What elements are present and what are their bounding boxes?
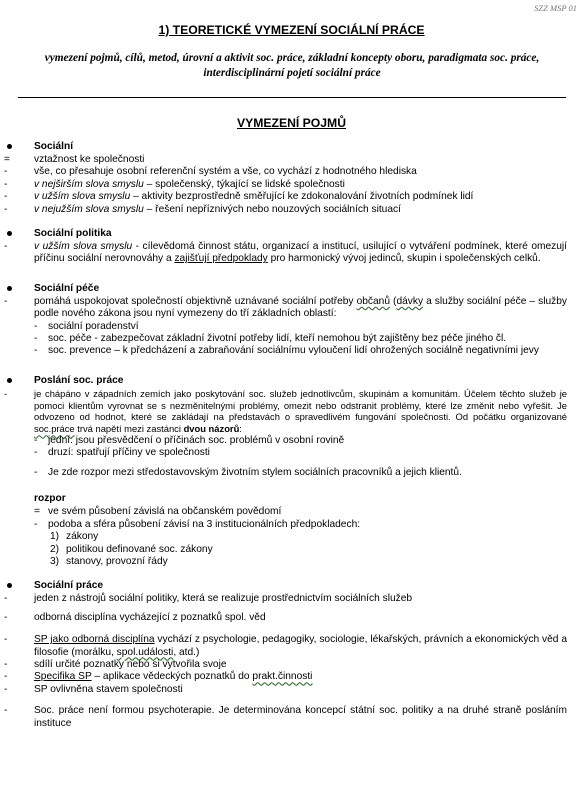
numbered-item: 2) politikou definované soc. zákony <box>50 543 213 555</box>
dash-marker: - <box>4 671 8 683</box>
section-heading <box>0 580 583 593</box>
heading-text: rozpor <box>34 493 66 505</box>
heading-text: Sociální péče <box>34 282 100 294</box>
sub-item: = ve svém působení závislá na občanském povědomí <box>34 506 282 518</box>
section-socialni-prace <box>0 580 583 730</box>
dash-marker: - <box>34 447 38 459</box>
list-item: - SP jako odborná disciplína vychází z psychologie, pedagogiky, sociologie, lékařských, právních a ekonomických věd a filosofie (morálku, spol.události, atd.) <box>4 634 567 658</box>
equals-marker: = <box>34 506 40 518</box>
list-item: - SP ovlivněna stavem společnosti <box>4 683 183 695</box>
sub-item: - jední: jsou přesvědčení o příčinách soc. problémů v osobní rovině <box>34 435 345 447</box>
sub-item: - druzí: spatřují příčiny ve společnosti <box>34 447 210 459</box>
dash-marker: - <box>34 435 38 447</box>
bullet-icon <box>7 378 12 383</box>
subtitle: vymezení pojmů, cílů, metod, úrovní a aktivit soc. práce, základní koncepty oboru, paradigmata soc. práce, interdisciplinární pojetí sociální práce <box>44 52 540 79</box>
heading-text: Poslání soc. práce <box>34 374 124 386</box>
section-heading <box>0 228 583 241</box>
section-heading <box>0 493 583 506</box>
list-item: - vše, co přesahuje osobní referenční systém a vše, co vychází z hodnotného hlediska <box>4 166 417 178</box>
dash-marker: - <box>4 387 8 399</box>
dash-marker: - <box>34 333 38 345</box>
list-item: - v užším slova smyslu – aktivity bezprostředně směřující ke zdokonalování životních podmínek lidí <box>4 191 474 203</box>
bullet-icon <box>7 231 12 236</box>
section-socialni <box>0 141 583 216</box>
list-item: - v nejširším slova smyslu – společenský, týkající se lidské společnosti <box>4 178 345 190</box>
numbered-item: 1) zákony <box>50 531 99 543</box>
dash-marker: - <box>4 295 8 307</box>
dash-marker: - <box>4 658 8 670</box>
document-body <box>0 141 583 730</box>
list-item: - odborná disciplína vycházející z poznatků spol. věd <box>4 611 266 623</box>
dash-marker: - <box>34 320 38 332</box>
list-item: - Soc. práce není formou psychoterapie. Je determinována koncepcí státní soc. politiky a na druhé straně posláním instituce <box>4 705 567 729</box>
section-title: VYMEZENÍ POJMŮ <box>236 116 347 130</box>
section-heading <box>0 141 583 154</box>
dash-marker: - <box>4 634 8 646</box>
equals-marker: = <box>4 154 10 165</box>
list-item: - je chápáno v západních zemích jako poskytování soc. služeb jednotlivcům, skupinám a komunitám. Účelem těchto služeb je pomoci klientům vyrovnat se s nezměnitelnými problémy, omezit nebo odstranit problémy, které lze změnit nebo vyřešit. Je odvozeno od hodnot, které se zakládají na představách o spravedlivém fungování společnosti. Od počátku organizované soc.práce trvá napětí mezi zastánci dvou názorů: <box>4 387 567 435</box>
list-item: - v užším slova smyslu - cílevědomá činnost státu, organizací a institucí, usilující o vytváření podmínek, které omezují příčinu sociální nerovnováhy a zajišťují předpoklady pro harmonický vývoj jedinců, skupin i společenských celků. <box>4 241 568 265</box>
list-item: - Specifika SP – aplikace vědeckých poznatků do prakt.činnosti <box>4 671 313 683</box>
list-item: - jeden z nástrojů sociální politiky, která se realizuje prostřednictvím sociálních služeb <box>4 593 413 605</box>
sub-item: - podoba a sféra působení závisí na 3 institucionálních předpokladech: <box>34 518 361 530</box>
sub-item: - soc. prevence – k předcházení a zabraňování sociálnímu vyloučení lidí ohrožených sociálně negativními jevy <box>34 345 539 357</box>
sub-item: - sociální poradenství <box>34 320 139 332</box>
dash-marker: - <box>4 191 8 203</box>
sub-item: - soc. péče - zabezpečovat základní životní potřeby lidí, kteří nemohou být zajištěny bez péče jiného čl. <box>34 333 507 345</box>
dash-marker: - <box>4 705 8 717</box>
dash-marker: - <box>4 166 8 178</box>
bullet-icon <box>7 286 12 291</box>
section-rozpor <box>0 493 583 568</box>
section-poslani <box>0 375 583 479</box>
dash-marker: - <box>4 683 8 695</box>
list-item: - pomáhá uspokojovat společností objektivně uznávané sociální potřeby občanů (dávky a služby sociální péče – služby podle nového zákona jsou nyní vymezeny do tří základních oblastí: <box>4 295 567 320</box>
dash-marker: - <box>4 241 8 253</box>
dash-marker: - <box>4 611 8 623</box>
bullet-icon <box>7 144 12 149</box>
heading-text: Sociální <box>34 141 74 152</box>
section-socialni-pece <box>0 283 583 358</box>
heading-text: Sociální práce <box>34 580 104 592</box>
numbered-item: 3) stanovy, provozní řády <box>50 555 168 567</box>
section-socialni-politika <box>0 228 583 266</box>
dash-marker: - <box>4 593 8 605</box>
dash-marker: - <box>4 178 8 190</box>
section-heading <box>0 375 583 388</box>
main-title: 1) TEORETICKÉ VYMEZENÍ SOCIÁLNÍ PRÁCE <box>158 23 425 37</box>
section-heading <box>0 283 583 296</box>
dash-marker: - <box>34 518 38 530</box>
list-item: - sdílí určité poznatky nebo si vytvořila svoje <box>4 658 227 670</box>
heading-text: Sociální politika <box>34 228 112 240</box>
dash-marker: - <box>34 466 38 478</box>
horizontal-divider <box>18 97 566 98</box>
list-item: - v nejužším slova smyslu – řešení nepříznivých nebo nouzových sociálních situací <box>4 203 401 215</box>
sub-item: - Je zde rozpor mezi středostavovským životním stylem sociálních pracovníků a jejich klientů. <box>34 466 462 478</box>
list-item: = vztažnost ke společnosti <box>4 154 145 165</box>
bullet-icon <box>7 583 12 588</box>
dash-marker: - <box>4 203 8 215</box>
dash-marker: - <box>34 345 38 357</box>
header-code: SZZ MSP 01 <box>534 3 577 13</box>
